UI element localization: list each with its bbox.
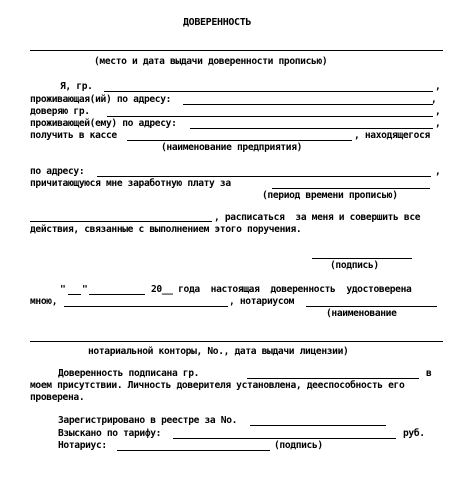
trustee-label: доверяю гр.	[30, 106, 90, 117]
trustee-name-line	[107, 116, 433, 117]
comma: ,	[431, 94, 437, 105]
address-label: по адресу:	[30, 166, 85, 177]
month-line	[89, 294, 145, 295]
notary-name-line	[64, 306, 228, 307]
salary-period-line	[272, 188, 430, 189]
tariff-line	[173, 438, 396, 439]
place-date-line	[30, 50, 443, 51]
salary-label: причитающуюся мне заработную плату за	[30, 178, 231, 189]
signed-by-line	[247, 378, 419, 379]
rub-label: руб.	[403, 428, 425, 439]
comma: ,	[435, 118, 441, 129]
by-me-label: мною,	[30, 296, 58, 307]
enterprise-caption: (наименование предприятия)	[161, 142, 303, 153]
in-word: в	[426, 368, 432, 379]
year-text: 20__ года настоящая доверенность удостоверена	[151, 284, 412, 295]
cash-desk-line	[127, 140, 352, 141]
registered-label: Зарегистрировано в реестре за No.	[58, 415, 238, 426]
comma: ,	[435, 81, 441, 92]
signature-caption: (подпись)	[330, 260, 379, 271]
authority-line	[30, 221, 212, 222]
trustee-address-line	[190, 128, 433, 129]
grantor-signature-line	[312, 258, 412, 259]
cash-desk-label: получить в кассе	[30, 130, 117, 141]
address-line	[97, 176, 431, 177]
comma: ,	[435, 106, 441, 117]
date-quote-close: "	[82, 284, 88, 295]
notary-text: , нотариусом	[229, 296, 295, 307]
sign-text: , расписаться за меня и совершить все	[214, 212, 421, 223]
comma: ,	[435, 166, 441, 177]
name-caption: (наименование	[326, 308, 397, 319]
notary-office-caption: нотариальной конторы, No., дата выдачи лицензии)	[88, 346, 349, 357]
located-text: , находящегося	[354, 130, 430, 141]
actions-text: действия, связанные с выполнением этого поручения.	[30, 224, 302, 235]
trustee-address-label: проживающей(ему) по адресу:	[30, 118, 177, 129]
date-quote-open: "	[60, 284, 66, 295]
period-caption: (период времени прописью)	[262, 190, 398, 201]
notary-signature-line	[117, 450, 270, 451]
grantor-name-line	[104, 91, 433, 92]
notary-office-line	[30, 341, 443, 342]
notary-office-name-line	[306, 306, 437, 307]
place-date-caption: (место и дата выдачи доверенности прописью)	[94, 56, 328, 67]
notary-label: Нотариус:	[58, 440, 107, 451]
day-line	[68, 294, 81, 295]
checked-text: проверена.	[30, 392, 85, 403]
grantor-address-label: проживающая(ий) по адресу:	[30, 94, 172, 105]
tariff-label: Взыскано по тарифу:	[58, 428, 162, 439]
presence-text: моем присутствии. Личность доверителя установлена, дееспособность его	[30, 380, 405, 391]
grantor-address-line	[183, 104, 433, 105]
grantor-label: Я, гр.	[60, 81, 93, 92]
notary-signature-caption: (подпись)	[274, 440, 323, 451]
document-title: ДОВЕРЕННОСТЬ	[183, 17, 252, 28]
registry-number-line	[250, 425, 386, 426]
signed-by-label: Доверенность подписана гр.	[58, 368, 200, 379]
